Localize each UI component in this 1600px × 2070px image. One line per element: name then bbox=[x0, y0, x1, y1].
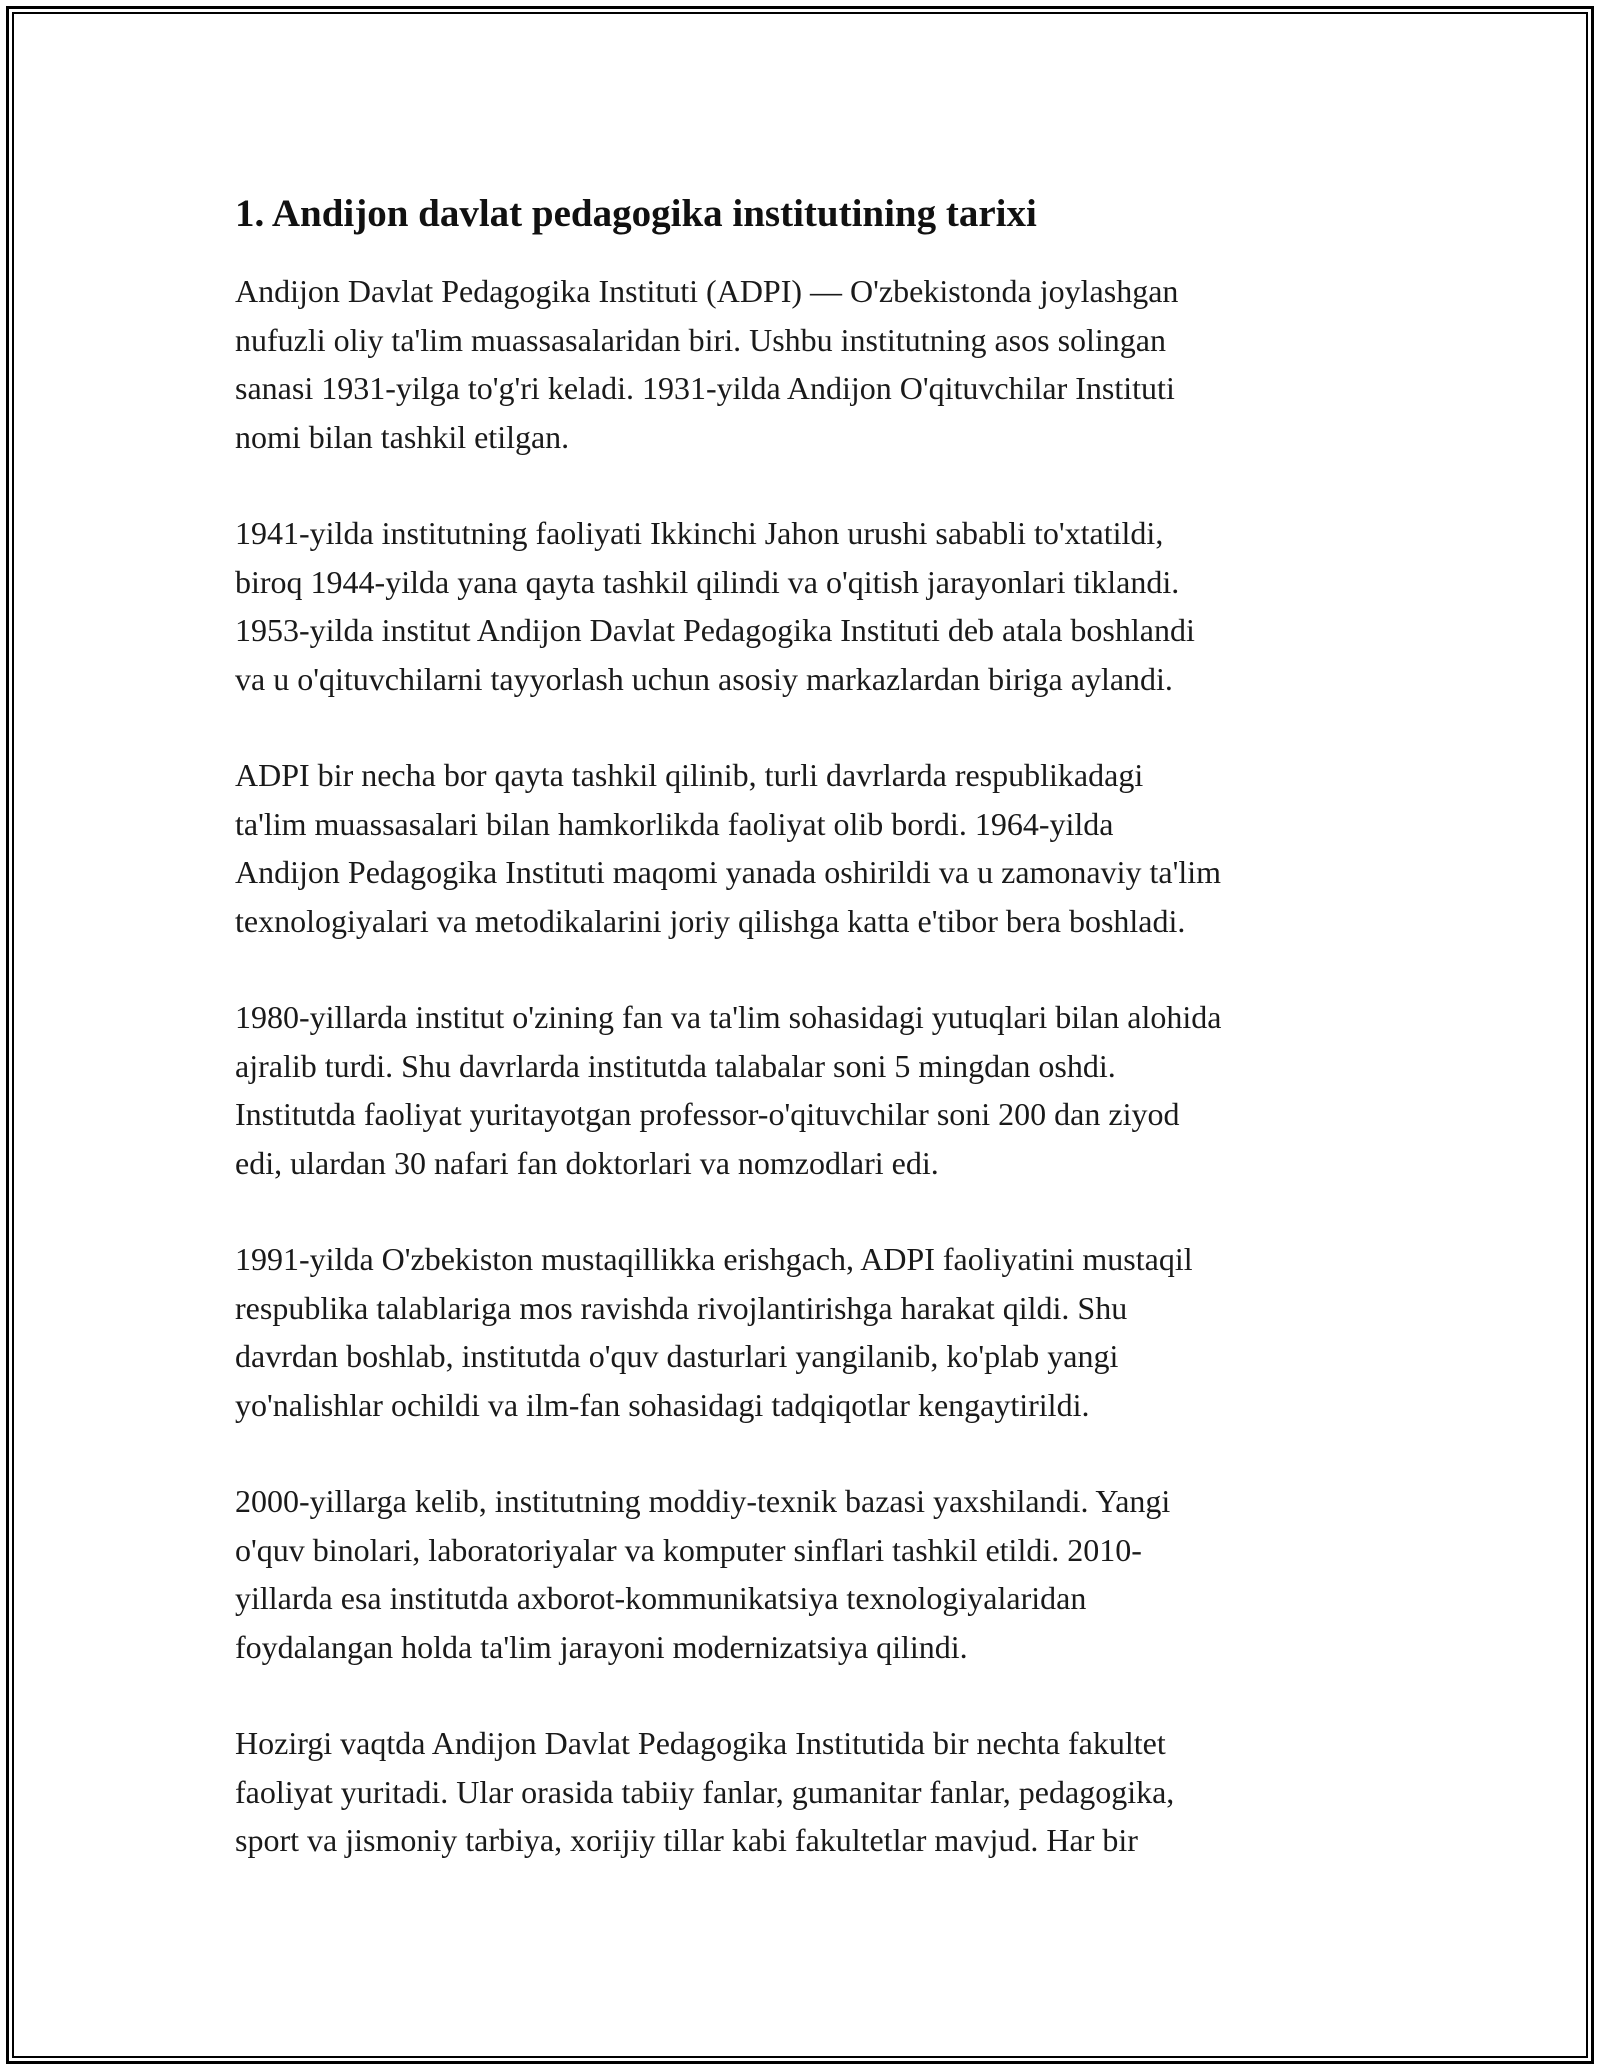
text-line: Andijon Pedagogika Instituti maqomi yanada oshirildi va u zamonaviy ta'lim bbox=[235, 854, 1222, 890]
text-line: ADPI bir necha bor qayta tashkil qilinib, turli davrlarda respublikadagi bbox=[235, 757, 1144, 793]
text-line: 1991-yilda O'zbekiston mustaqillikka erishgach, ADPI faoliyatini mustaqil bbox=[235, 1241, 1193, 1277]
text-line: biroq 1944-yilda yana qayta tashkil qilindi va o'qitish jarayonlari tiklandi. bbox=[235, 563, 1180, 600]
text-line: ajralib turdi. Shu davrlarda institutda talabalar soni 5 mingdan oshdi. bbox=[235, 1047, 1116, 1084]
text-line: nufuzli oliy ta'lim muassasalaridan biri. Ushbu institutning asos solingan bbox=[235, 321, 1166, 358]
paragraph-war-period bbox=[235, 509, 1395, 703]
paragraph-independence bbox=[235, 1235, 1395, 1429]
paragraph-2000s bbox=[235, 1477, 1395, 1671]
text-line: sport va jismoniy tarbiya, xorijiy tillar kabi fakultetlar mavjud. Har bir bbox=[235, 1822, 1138, 1858]
text-line: 2000-yillarga kelib, institutning moddiy-texnik bazasi yaxshilandi. Yangi bbox=[235, 1483, 1171, 1519]
text-line: davrdan boshlab, institutda o'quv dasturlari yangilanib, ko'plab yangi bbox=[235, 1338, 1119, 1374]
text-line: faoliyat yuritadi. Ular orasida tabiiy fanlar, gumanitar fanlar, pedagogika, bbox=[235, 1773, 1175, 1810]
text-line: ta'lim muassasalari bilan hamkorlikda faoliyat olib bordi. 1964-yilda bbox=[235, 805, 1114, 842]
text-line: edi, ulardan 30 nafari fan doktorlari va nomzodlari edi. bbox=[235, 1144, 939, 1181]
document-body bbox=[235, 185, 1395, 1913]
text-line: nomi bilan tashkil etilgan. bbox=[235, 418, 570, 455]
text-line: Institutda faoliyat yuritayotgan professor-o'qituvchilar soni 200 dan ziyod bbox=[235, 1096, 1180, 1132]
text-line: yo'nalishlar ochildi va ilm-fan sohasidagi tadqiqotlar kengaytirildi. bbox=[235, 1386, 1090, 1423]
text-line: Andijon Davlat Pedagogika Instituti (ADPI) — O'zbekistonda joylashgan bbox=[235, 273, 1179, 309]
text-line: 1941-yilda institutning faoliyati Ikkinchi Jahon urushi sababli to'xtatildi, bbox=[235, 515, 1164, 551]
text-line: sanasi 1931-yilga to'g'ri keladi. 1931-yilda Andijon O'qituvchilar Instituti bbox=[235, 370, 1175, 406]
text-line: respublika talablariga mos ravishda rivojlantirishga harakat qildi. Shu bbox=[235, 1289, 1128, 1326]
paragraph-reorganization bbox=[235, 751, 1395, 945]
text-line: foydalangan holda ta'lim jarayoni modernizatsiya qilindi. bbox=[235, 1628, 968, 1665]
text-line: 1953-yilda institut Andijon Davlat Pedagogika Instituti deb atala boshlandi bbox=[235, 612, 1195, 648]
paragraph-founding bbox=[235, 267, 1395, 461]
section-heading: 1. Andijon davlat pedagogika institutining tarixi bbox=[235, 192, 1037, 235]
text-line: o'quv binolari, laboratoriyalar va komputer sinflari tashkil etildi. 2010- bbox=[235, 1531, 1142, 1568]
text-line: 1980-yillarda institut o'zining fan va ta'lim sohasidagi yutuqlari bilan alohida bbox=[235, 999, 1222, 1035]
paragraph-1980s bbox=[235, 993, 1395, 1187]
text-line: yillarda esa institutda axborot-kommunikatsiya texnologiyalaridan bbox=[235, 1580, 1087, 1616]
paragraph-present-day bbox=[235, 1719, 1395, 1865]
text-line: va u o'qituvchilarni tayyorlash uchun asosiy markazlardan biriga aylandi. bbox=[235, 660, 1173, 697]
text-line: Hozirgi vaqtda Andijon Davlat Pedagogika Institutida bir nechta fakultet bbox=[235, 1725, 1166, 1761]
text-line: texnologiyalari va metodikalarini joriy qilishga katta e'tibor bera boshladi. bbox=[235, 902, 1186, 939]
